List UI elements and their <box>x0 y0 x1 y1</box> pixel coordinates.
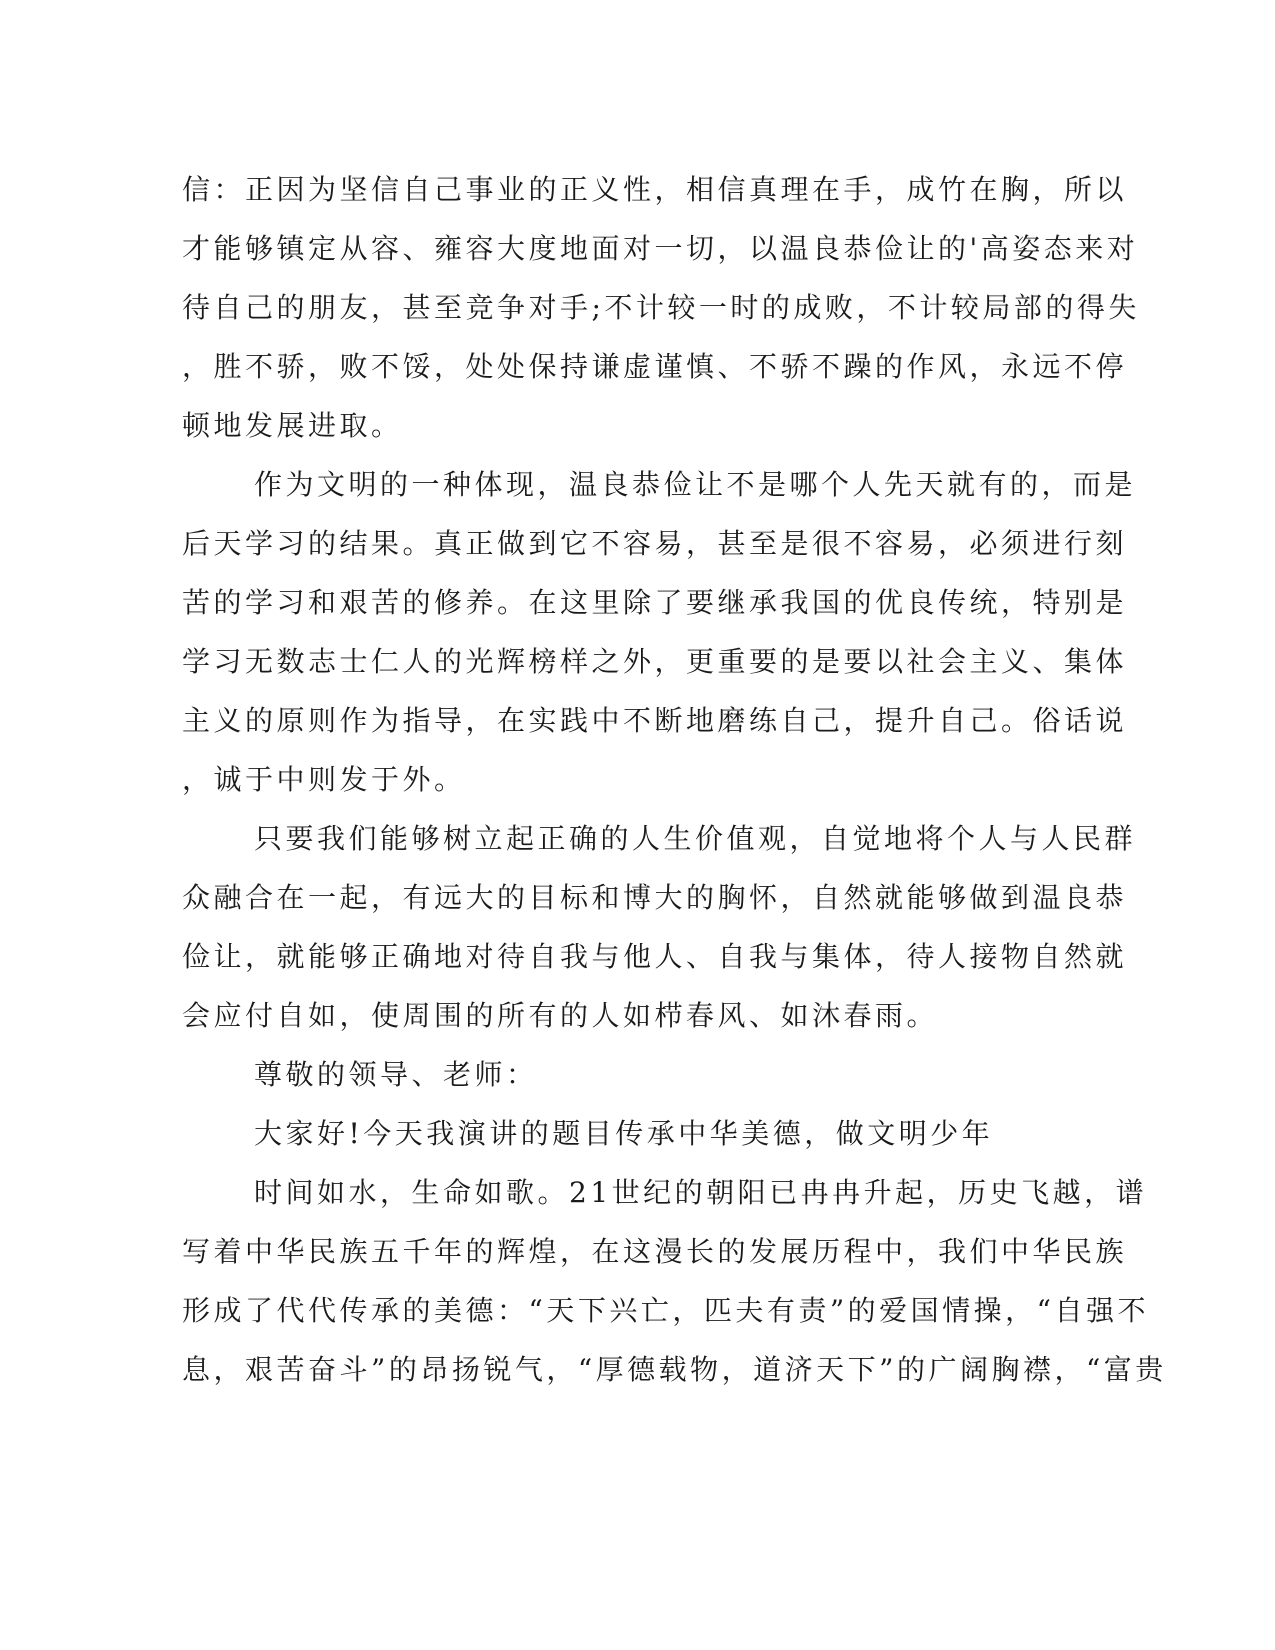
text-line: 主义的原则作为指导，在实践中不断地磨练自己，提升自己。俗话说 <box>182 704 1128 737</box>
salutation-line: 尊敬的领导、老师： <box>254 1058 538 1091</box>
text-line: ，胜不骄，败不馁，处处保持谦虚谨慎、不骄不躁的作风，永远不停 <box>182 350 1128 383</box>
text-line: 信：正因为坚信自己事业的正义性，相信真理在手，成竹在胸，所以 <box>182 173 1128 206</box>
text-line: 会应付自如，使周围的所有的人如栉春风、如沐春雨。 <box>182 999 939 1032</box>
document-body <box>182 160 1167 1399</box>
paragraph-start-line: 只要我们能够树立起正确的人生价值观，自觉地将个人与人民群 <box>254 822 1137 855</box>
text-line: 写着中华民族五千年的辉煌，在这漫长的发展历程中，我们中华民族 <box>182 1235 1128 1268</box>
text-line: 苦的学习和艰苦的修养。在这里除了要继承我国的优良传统，特别是 <box>182 586 1128 619</box>
paragraph-start-line: 作为文明的一种体现，温良恭俭让不是哪个人先天就有的，而是 <box>254 468 1137 501</box>
text-line: 学习无数志士仁人的光辉榜样之外，更重要的是要以社会主义、集体 <box>182 645 1128 678</box>
paragraph-start-line: 时间如水，生命如歌。21世纪的朝阳已冉冉升起，历史飞越，谱 <box>254 1176 1148 1209</box>
text-line: 顿地发展进取。 <box>182 409 403 442</box>
text-line: 待自己的朋友，甚至竞争对手;不计较一时的成败，不计较局部的得失 <box>182 291 1140 324</box>
text-line: 俭让，就能够正确地对待自我与他人、自我与集体，待人接物自然就 <box>182 940 1128 973</box>
text-line: 众融合在一起，有远大的目标和博大的胸怀，自然就能够做到温良恭 <box>182 881 1128 914</box>
text-line: 后天学习的结果。真正做到它不容易，甚至是很不容易，必须进行刻 <box>182 527 1128 560</box>
text-line: 形成了代代传承的美德：“天下兴亡，匹夫有责”的爱国情操，“自强不 <box>182 1294 1149 1327</box>
text-line: ，诚于中则发于外。 <box>182 763 466 796</box>
text-line: 才能够镇定从容、雍容大度地面对一切，以温良恭俭让的'高姿态来对 <box>182 232 1139 265</box>
greeting-line: 大家好!今天我演讲的题目传承中华美德，做文明少年 <box>254 1117 994 1150</box>
text-line: 息，艰苦奋斗”的昂扬锐气，“厚德载物，道济天下”的广阔胸襟，“富贵 <box>182 1353 1167 1386</box>
